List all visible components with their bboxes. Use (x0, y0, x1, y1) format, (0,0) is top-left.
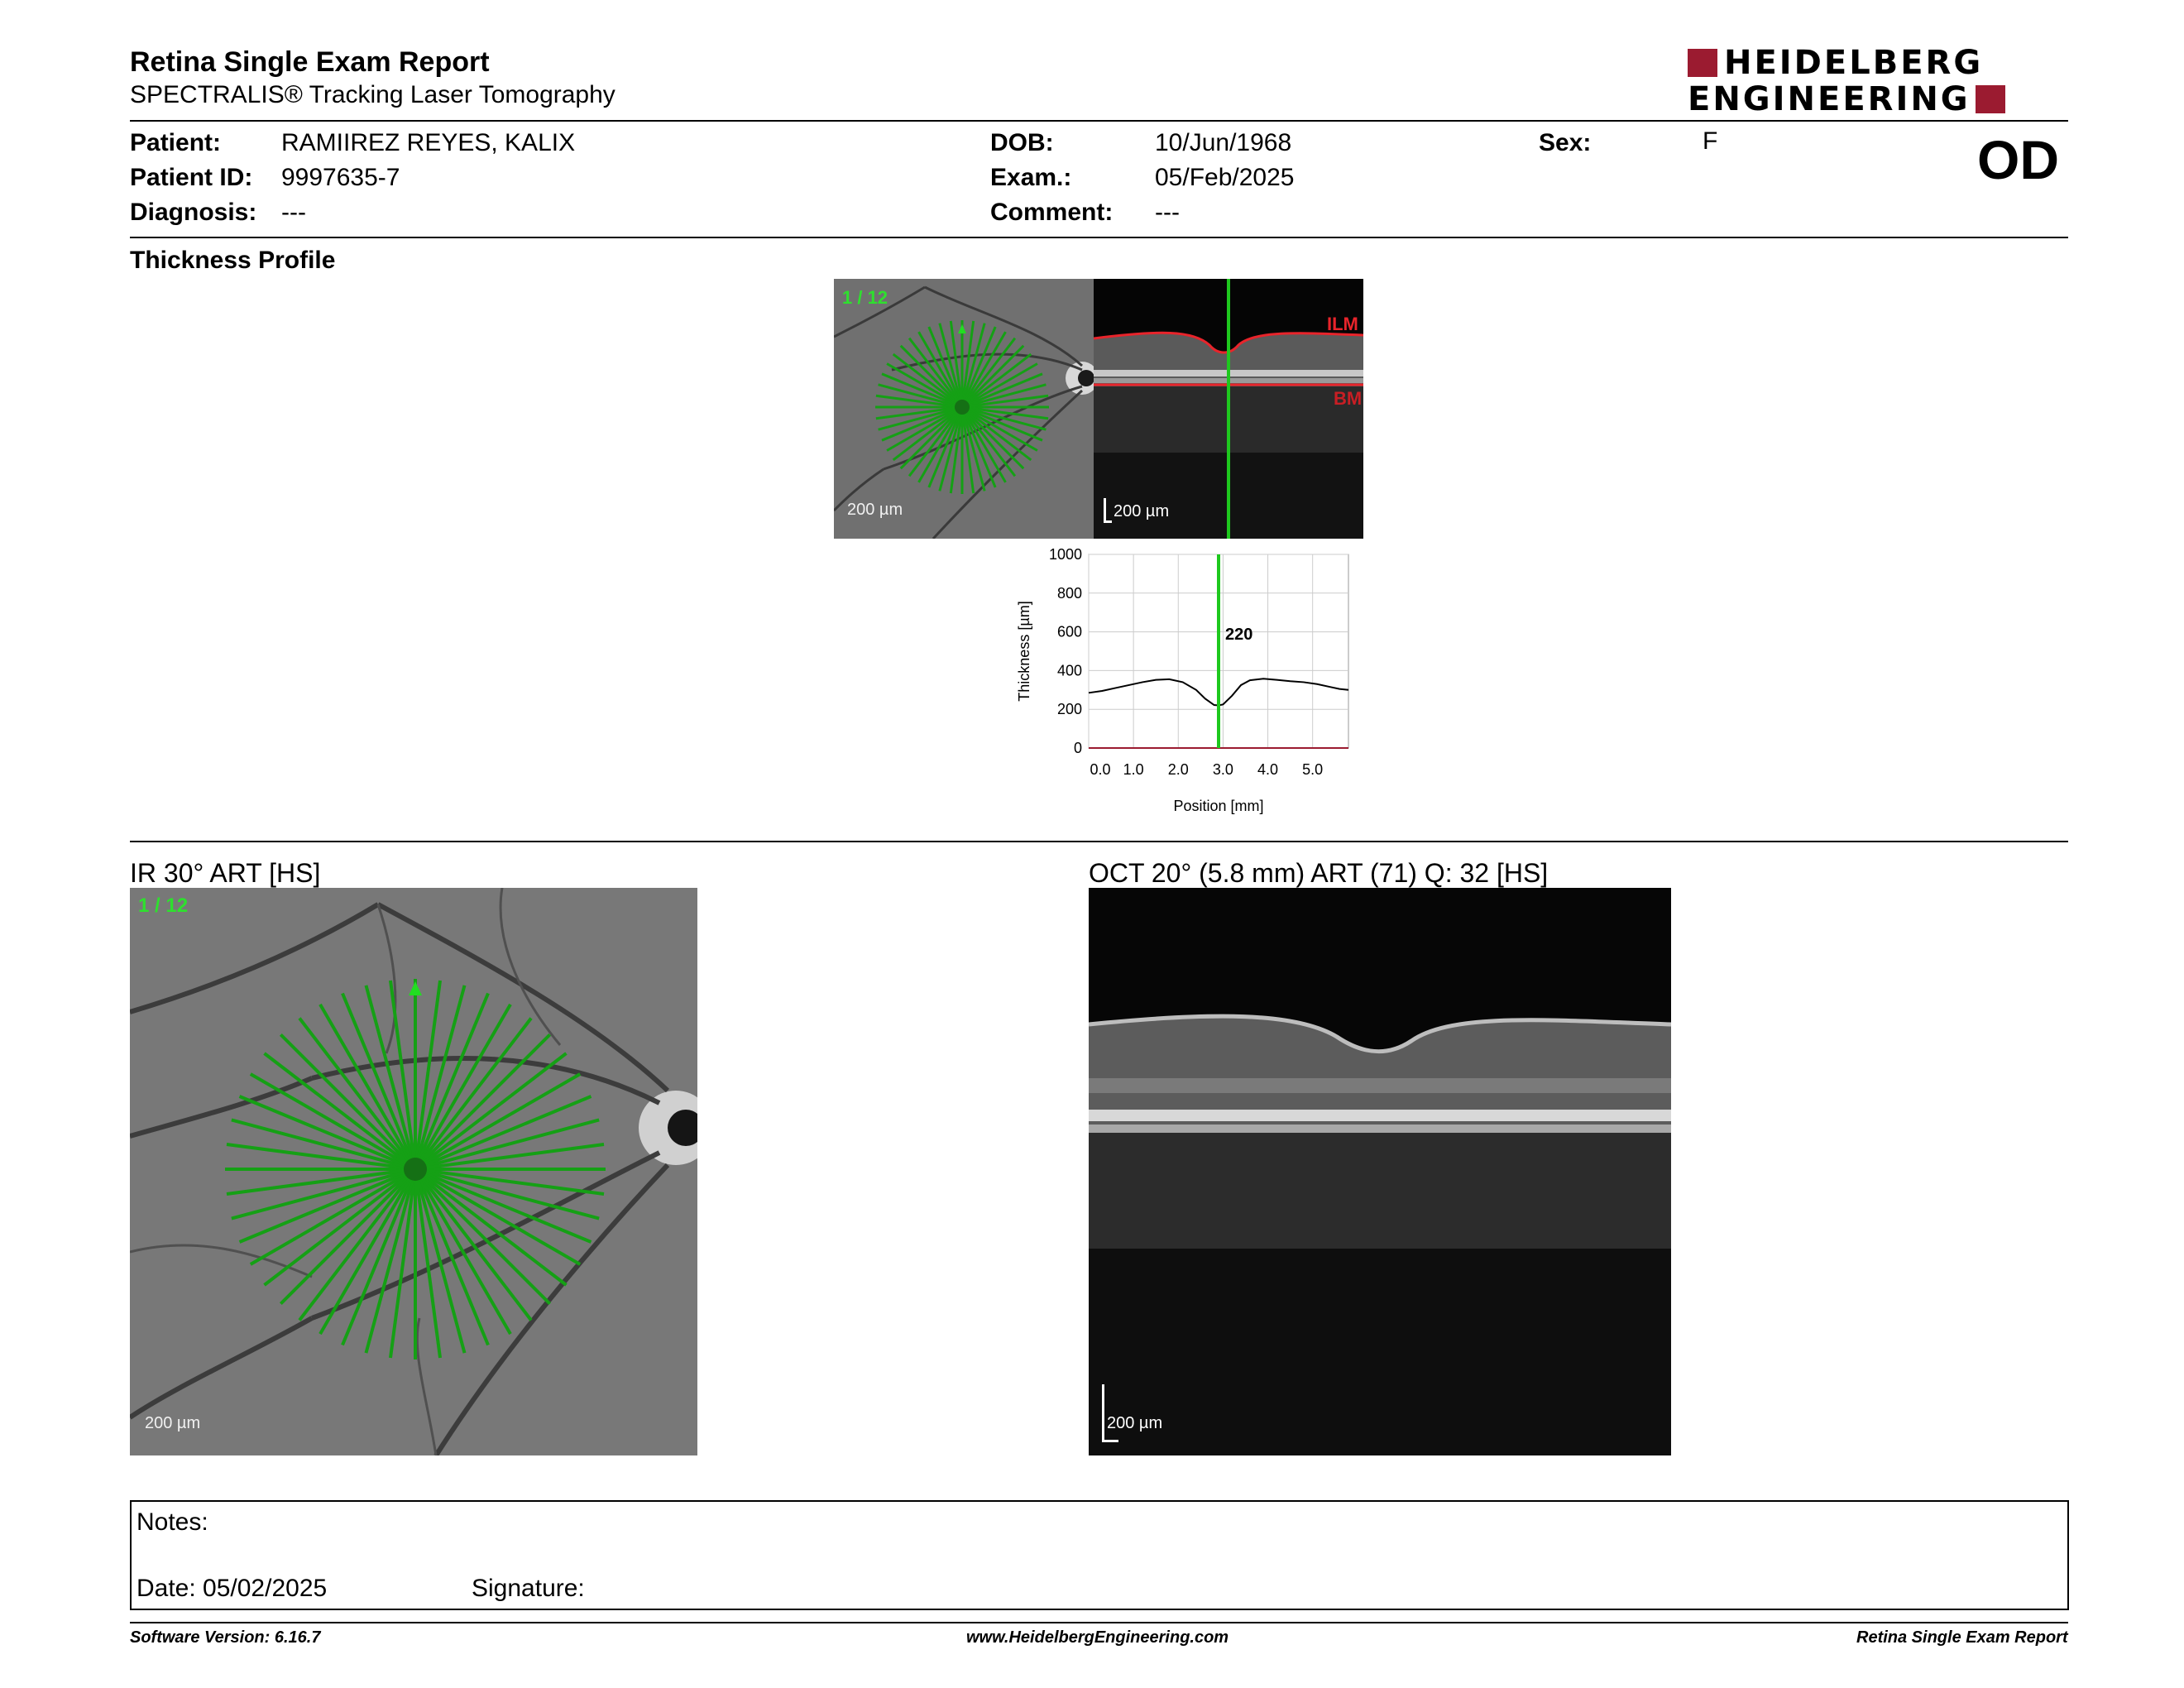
bm-label: BM (1334, 388, 1363, 409)
patient-id: 9997635-7 (281, 164, 400, 191)
ir-fundus-svg (130, 888, 697, 1455)
notes-box[interactable] (130, 1500, 2069, 1610)
chart-y-tick-label: 600 (1056, 623, 1082, 640)
oct-bscan-scalebar-horizontal (1102, 1440, 1118, 1442)
chart-x-tick-label: 4.0 (1257, 761, 1279, 778)
header-divider (130, 120, 2068, 122)
thickness-fundus-scalebar: 200 µm (847, 501, 903, 519)
oct-image-caption: OCT 20° (5.8 mm) ART (71) Q: 32 [HS] (1089, 858, 1549, 888)
chart-x-tick-label: 5.0 (1302, 761, 1324, 778)
ir-scan-index: 1 / 12 (138, 894, 189, 917)
chart-x-ticks (1090, 761, 1323, 778)
exam-label: Exam.: (990, 164, 1072, 191)
oct-bscan-svg (1089, 888, 1671, 1455)
chart-y-axis-label: Thickness [µm] (1016, 601, 1032, 702)
ilm-label: ILM (1327, 314, 1358, 334)
thickness-scan-index: 1 / 12 (842, 287, 888, 308)
thickness-fundus-svg (834, 279, 1094, 539)
exam-date: 05/Feb/2025 (1155, 164, 1295, 191)
footer-report-name: Retina Single Exam Report (1856, 1628, 2068, 1647)
thickness-fundus-image (834, 279, 1094, 539)
ir-scalebar: 200 µm (145, 1414, 201, 1432)
diagnosis-value: --- (281, 199, 306, 226)
diagnosis-label: Diagnosis: (130, 199, 257, 226)
chart-marker-label: 220 (1225, 625, 1253, 644)
chart-x-tick-label: 2.0 (1167, 761, 1189, 778)
sex-label: Sex: (1539, 129, 1592, 156)
footer-divider (130, 1622, 2068, 1623)
website-link[interactable]: www.HeidelbergEngineering.com (966, 1628, 1229, 1647)
sex-value: F (1703, 127, 1718, 155)
software-version: Software Version: 6.16.7 (130, 1628, 321, 1647)
chart-y-tick-label: 400 (1056, 662, 1082, 679)
report-title: Retina Single Exam Report (130, 46, 490, 78)
comment-value: --- (1155, 199, 1180, 226)
report-subtitle: SPECTRALIS® Tracking Laser Tomography (130, 81, 615, 108)
section-divider (130, 841, 2068, 842)
dob-label: DOB: (990, 129, 1054, 156)
dob-value: 10/Jun/1968 (1155, 129, 1292, 156)
chart-y-ticks (1049, 546, 1082, 756)
oct-bscan-scalebar-vertical (1102, 1384, 1104, 1442)
chart-y-tick-label: 1000 (1048, 546, 1082, 563)
patient-name: RAMIIREZ REYES, KALIX (281, 129, 576, 156)
ir-fundus-image (130, 888, 697, 1455)
chart-y-tick-label: 0 (1073, 740, 1082, 756)
oct-bscan-image (1089, 888, 1671, 1455)
notes-date: Date: 05/02/2025 (136, 1575, 328, 1602)
logo-text-line1: HEIDELBERG (1724, 44, 1984, 82)
thickness-profile-title: Thickness Profile (130, 247, 336, 274)
chart-y-tick-label: 200 (1056, 701, 1082, 718)
chart-x-axis-label: Position [mm] (1173, 798, 1264, 814)
ir-image-caption: IR 30° ART [HS] (130, 858, 321, 888)
chart-x-tick-label: 3.0 (1212, 761, 1233, 778)
patient-id-label: Patient ID: (130, 164, 253, 191)
notes-label: Notes: (136, 1508, 208, 1536)
heidelberg-logo (1688, 45, 2068, 117)
logo-text-line2: ENGINEERING (1688, 80, 1971, 118)
oct-scalebar-horizontal (1104, 520, 1112, 523)
thickness-oct-scalebar: 200 µm (1114, 502, 1170, 520)
signature-label: Signature: (472, 1575, 585, 1602)
logo-square-top (1688, 49, 1717, 77)
thickness-chart (1008, 542, 1372, 823)
chart-x-tick-label: 1.0 (1123, 761, 1144, 778)
patient-divider (130, 237, 2068, 238)
patient-label: Patient: (130, 129, 222, 156)
chart-y-tick-label: 800 (1056, 584, 1082, 602)
thickness-oct-image (1094, 279, 1363, 539)
oct-scalebar-vertical (1104, 498, 1106, 523)
logo-square-bottom (1976, 85, 2005, 113)
eye-indicator: OD (1977, 129, 2059, 190)
oct-position-marker (1227, 279, 1230, 539)
comment-label: Comment: (990, 199, 1114, 226)
oct-bscan-scalebar: 200 µm (1107, 1414, 1163, 1432)
chart-x-tick-label: 0.0 (1090, 761, 1111, 778)
